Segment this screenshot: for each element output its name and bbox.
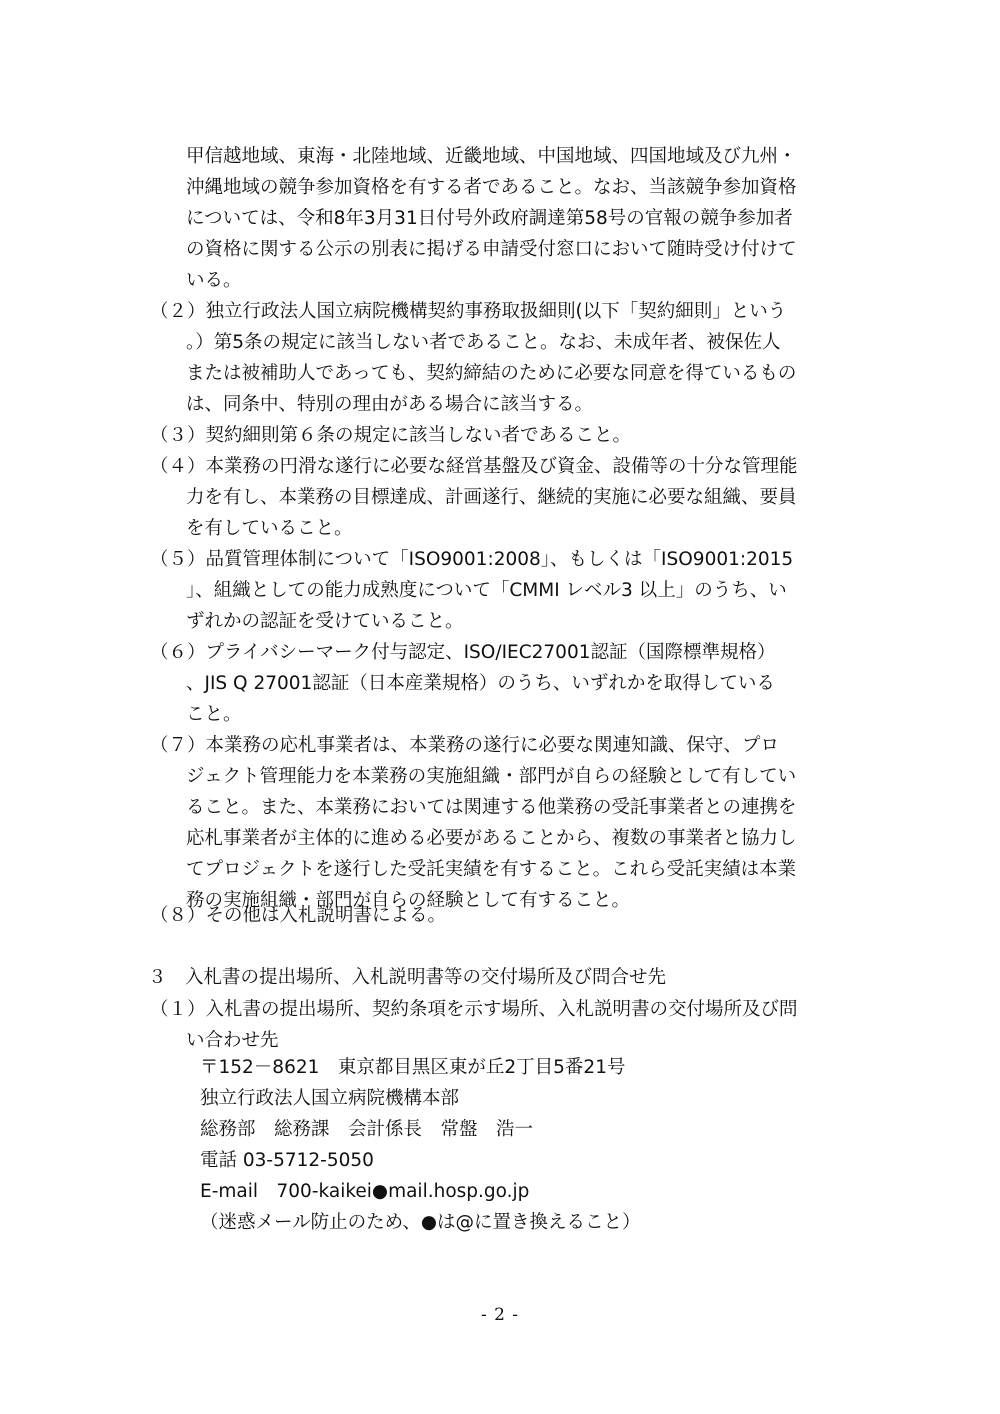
- text-line: は、同条中、特別の理由がある場合に該当する。: [186, 394, 594, 415]
- text-line: 力を有し、本業務の目標達成、計画遂行、継続的実施に必要な組織、要員: [186, 487, 797, 508]
- item-first-line: （６）プライバシーマーク付与認定、ISO/IEC27001認証（国際標準規格）: [150, 642, 776, 663]
- list-item-2: [150, 296, 870, 420]
- list-item-3: [150, 420, 870, 451]
- list-item-7: [150, 730, 870, 916]
- text-line: ジェクト管理能力を本業務の実施組織・部門が自らの経験として有してい: [186, 766, 797, 787]
- text-line: を有していること。: [186, 518, 353, 539]
- item-first-line: （５）品質管理体制について「ISO9001:2008」、もしくは「ISO9001:2015: [150, 549, 794, 570]
- page-number: - 2 -: [480, 1305, 520, 1325]
- text-line: 甲信越地域、東海・北陸地域、近畿地域、中国地域、四国地域及び九州・: [186, 146, 797, 167]
- email-note: （迷惑メール防止のため、●は@に置き換えること）: [200, 1212, 641, 1233]
- list-item-4: [150, 451, 870, 544]
- text-line: てプロジェクトを遂行した受託実績を有すること。これら受託実績は本業: [186, 859, 797, 880]
- text-line: または被補助人であっても、契約締結のために必要な同意を得ているもの: [186, 363, 797, 384]
- list-item-6: [150, 637, 870, 730]
- item-first-line: （８）その他は入札説明書による。: [150, 905, 447, 926]
- text-line: の資格に関する公示の別表に掲げる申請受付窓口において随時受け付けて: [186, 239, 797, 260]
- text-line: 応札事業者が主体的に進める必要があることから、複数の事業者と協力し: [186, 828, 797, 849]
- text-line: については、令和8年3月31日付号外政府調達第58号の官報の競争参加者: [186, 208, 793, 229]
- item-first-line: （７）本業務の応札事業者は、本業務の遂行に必要な関連知識、保守、プロ: [150, 735, 780, 756]
- contact-address-block: [200, 1052, 800, 1238]
- contact-person: 総務部 総務課 会計係長 常盤 浩一: [200, 1119, 534, 1140]
- text-line: 」、組織としての能力成熟度について「CMMI レベル3 以上」のうち、い: [186, 580, 787, 601]
- item-first-line: （３）契約細則第６条の規定に該当しない者であること。: [150, 425, 632, 446]
- section-heading: ３ 入札書の提出場所、入札説明書等の交付場所及び問合せ先: [148, 967, 667, 988]
- phone-number: 電話 03-5712-5050: [200, 1150, 374, 1171]
- text-line: いる。: [186, 270, 242, 291]
- text-line: ずれかの認証を受けていること。: [186, 611, 464, 632]
- section-3-heading: [148, 962, 868, 993]
- text-line: い合わせ先: [186, 1030, 279, 1051]
- text-line: ること。また、本業務においては関連する他業務の受託事業者との連携を: [186, 797, 797, 818]
- postal-address: 〒152－8621 東京都目黒区東が丘2丁目5番21号: [200, 1057, 626, 1078]
- item-first-line: （１）入札書の提出場所、契約条項を示す場所、入札説明書の交付場所及び問: [150, 999, 798, 1020]
- section-3-item-1: [150, 994, 870, 1056]
- item-first-line: （２）独立行政法人国立病院機構契約事務取扱細則(以下「契約細則」という: [150, 301, 787, 322]
- text-line: 、JIS Q 27001認証（日本産業規格）のうち、いずれかを取得している: [186, 673, 775, 694]
- list-item-5: [150, 544, 870, 637]
- intro-paragraph: [150, 141, 870, 296]
- email-address: E-mail 700-kaikei●mail.hosp.go.jp: [200, 1181, 530, 1202]
- list-item-8: [150, 900, 870, 931]
- item-first-line: （４）本業務の円滑な遂行に必要な経営基盤及び資金、設備等の十分な管理能: [150, 456, 798, 477]
- text-line: こと。: [186, 704, 242, 725]
- text-line: 。）第5条の規定に該当しない者であること。なお、未成年者、被保佐人: [186, 332, 781, 353]
- organization-name: 独立行政法人国立病院機構本部: [200, 1088, 460, 1109]
- text-line: 沖縄地域の競争参加資格を有する者であること。なお、当該競争参加資格: [186, 177, 797, 198]
- text-line: 務の実施組織・部門が自らの経験として有すること。: [186, 890, 631, 911]
